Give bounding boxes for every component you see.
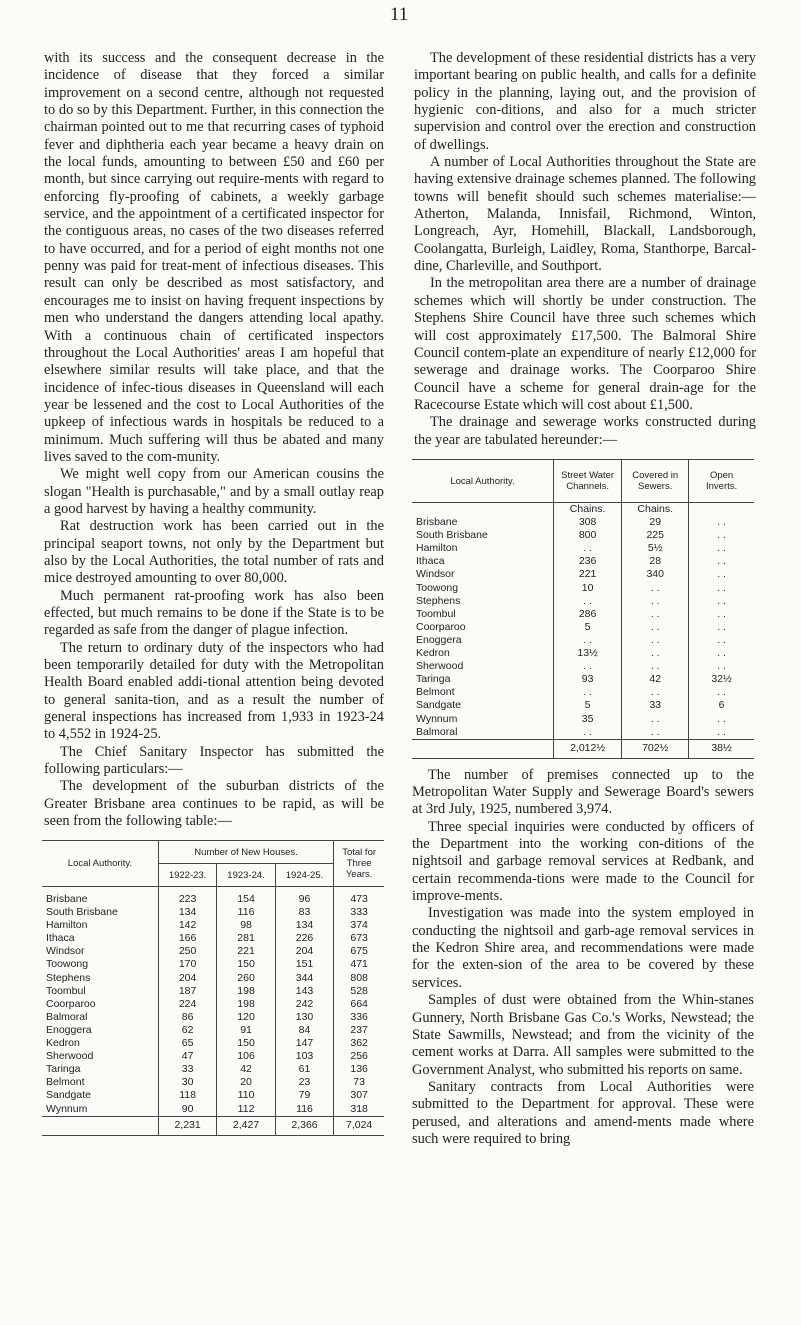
table-cell: 42	[217, 1063, 275, 1076]
table-cell: 79	[275, 1089, 333, 1102]
authority-name: Sherwood	[416, 660, 464, 673]
table-cell: 225	[622, 529, 689, 542]
header-new-houses: Number of New Houses.	[158, 841, 333, 864]
paragraph: The return to ordinary duty of the inspectors who had been temporarily detailed for duty with the Metropolitan Health Board enabled addi-tional attention being devoted to general sanita-tion, and as a result the number of general inspections has increased from 1,933 in 1923-24 to 4,552 in 1924-25.	[44, 639, 384, 743]
paragraph: Three special inquiries were conducted by officers of the Department into the working con-ditions of the nightsoil and garbage removal services at Redbank, and certain recommenda-tions were made to the Council for improve-ments.	[412, 818, 754, 905]
table-cell: 62	[158, 1024, 216, 1037]
table-cell: 73	[334, 1076, 384, 1089]
authority-name: Hamilton	[46, 919, 88, 932]
table-cell: 29	[622, 516, 689, 529]
table-row	[42, 906, 384, 919]
authority-name: Toombul	[46, 984, 86, 997]
table-row	[42, 1103, 384, 1117]
table-cell: . .	[689, 660, 754, 673]
table-row	[412, 529, 754, 542]
table-cell: . .	[689, 686, 754, 699]
table-cell: . .	[622, 582, 689, 595]
table-cell: . .	[689, 608, 754, 621]
table-row	[42, 1050, 384, 1063]
authority-name: Enoggera	[46, 1023, 92, 1036]
table-row	[412, 713, 754, 726]
table-cell: 151	[275, 958, 333, 971]
table-cell: 198	[217, 985, 275, 998]
authority-name: Belmont	[416, 686, 455, 699]
total-open-inverts: 38½	[689, 739, 754, 758]
table-cell: 675	[334, 945, 384, 958]
table-cell: 120	[217, 1011, 275, 1024]
table-cell: 256	[334, 1050, 384, 1063]
table-cell: 20	[217, 1076, 275, 1089]
table-row	[42, 998, 384, 1011]
table-row	[412, 582, 754, 595]
unit-label: Chains.	[622, 503, 689, 517]
table-cell: 35	[553, 713, 621, 726]
authority-name: Ithaca	[46, 932, 75, 945]
paragraph: Sanitary contracts from Local Authorities were submitted to the Department for approval. These were perused, and alterations and amend-ments made where such were required to bring	[412, 1078, 754, 1147]
table-cell: 286	[553, 608, 621, 621]
table-cell: . .	[689, 647, 754, 660]
header-open-inverts: Open Inverts.	[689, 460, 754, 503]
table-row	[412, 516, 754, 529]
table-cell: 84	[275, 1024, 333, 1037]
unit-label: Chains.	[553, 503, 621, 517]
table-cell: 90	[158, 1103, 216, 1117]
authority-name: Coorparoo	[46, 997, 96, 1010]
table-row	[42, 932, 384, 945]
table-cell: 103	[275, 1050, 333, 1063]
drainage-table	[412, 459, 754, 759]
table-row	[42, 1024, 384, 1037]
table-cell: 471	[334, 958, 384, 971]
table-cell: 237	[334, 1024, 384, 1037]
table-cell: 13½	[553, 647, 621, 660]
table-row	[42, 1089, 384, 1102]
table-row	[412, 647, 754, 660]
authority-name: Stephens	[46, 971, 91, 984]
authority-name: Balmoral	[46, 1010, 88, 1023]
table-cell: 187	[158, 985, 216, 998]
table-cell: 134	[158, 906, 216, 919]
table-cell: 23	[275, 1076, 333, 1089]
table-cell: . .	[622, 647, 689, 660]
paragraph: We might well copy from our American cousins the slogan "Health is purchasable," and by a small outlay reap a good harvest by having a healthy community.	[44, 466, 384, 517]
authority-name: Windsor	[416, 568, 455, 581]
table-cell: 106	[217, 1050, 275, 1063]
houses-table-wrapper	[42, 840, 384, 1136]
table-row	[42, 893, 384, 906]
table-cell: 333	[334, 906, 384, 919]
table-cell: . .	[689, 542, 754, 555]
table-cell: 61	[275, 1063, 333, 1076]
table-cell: . .	[689, 516, 754, 529]
table-cell: 800	[553, 529, 621, 542]
paragraph: The drainage and sewerage works constructed during the year are tabulated hereunder:—	[414, 414, 756, 448]
total-1924-25: 2,366	[275, 1116, 333, 1135]
authority-name: Coorparoo	[416, 620, 466, 633]
table-cell: . .	[553, 634, 621, 647]
table-cell: 808	[334, 972, 384, 985]
table-cell: 83	[275, 906, 333, 919]
authority-name: Wynnum	[46, 1102, 88, 1115]
table-cell: 473	[334, 893, 384, 906]
authority-name: Sandgate	[46, 1089, 91, 1102]
table-cell: 226	[275, 932, 333, 945]
table-row	[412, 686, 754, 699]
page-number: 11	[390, 4, 409, 25]
authority-name: South Brisbane	[416, 529, 488, 542]
table-cell: 198	[217, 998, 275, 1011]
table-cell: 5½	[622, 542, 689, 555]
table-cell: 96	[275, 893, 333, 906]
authority-name: Brisbane	[46, 893, 88, 905]
paragraph: Rat destruction work has been carried out in the principal seaport towns, not only by the Department but also by the Local Authorities, the total number of rats and mice destroyed amounting to over 80,000.	[44, 518, 384, 587]
table-cell: 143	[275, 985, 333, 998]
table-row	[42, 919, 384, 932]
table-cell: 134	[275, 919, 333, 932]
table-cell: 116	[217, 906, 275, 919]
grand-total: 7,024	[334, 1116, 384, 1135]
authority-name: Sherwood	[46, 1050, 94, 1063]
table-cell: 664	[334, 998, 384, 1011]
table-row	[42, 958, 384, 971]
table-cell: 33	[622, 699, 689, 712]
table-cell: 150	[217, 1037, 275, 1050]
table-cell: 308	[553, 516, 621, 529]
table-cell: 47	[158, 1050, 216, 1063]
table-row	[412, 568, 754, 581]
table-cell: 32½	[689, 673, 754, 686]
table-cell: 118	[158, 1089, 216, 1102]
table-cell: . .	[622, 686, 689, 699]
total-covered-sewers: 702½	[622, 739, 689, 758]
table-row	[42, 1063, 384, 1076]
table-cell: . .	[622, 621, 689, 634]
table-cell: 336	[334, 1011, 384, 1024]
table-cell: 116	[275, 1103, 333, 1117]
table-cell: 65	[158, 1037, 216, 1050]
table-cell: . .	[553, 726, 621, 740]
table-row	[412, 542, 754, 555]
left-column	[44, 50, 384, 830]
table-cell: 28	[622, 555, 689, 568]
header-year: 1922-23.	[158, 864, 216, 887]
table-cell: . .	[689, 713, 754, 726]
paragraph: Much permanent rat-proofing work has also been effected, but much remains to be done if the State is to be regarded as safe from the danger of plague infection.	[44, 587, 384, 639]
table-cell: 221	[553, 568, 621, 581]
table-row	[412, 673, 754, 686]
table-cell: 6	[689, 699, 754, 712]
table-row	[412, 595, 754, 608]
authority-name: Windsor	[46, 945, 85, 958]
header-covered-sewers: Covered in Sewers.	[622, 460, 689, 503]
authority-name: Kedron	[416, 647, 450, 660]
table-cell: . .	[553, 595, 621, 608]
table-cell: 166	[158, 932, 216, 945]
table-row	[412, 555, 754, 568]
authority-name: Wynnum	[416, 712, 458, 725]
table-cell: 110	[217, 1089, 275, 1102]
table-cell: . .	[689, 621, 754, 634]
table-cell: 374	[334, 919, 384, 932]
table-cell: 344	[275, 972, 333, 985]
table-cell: . .	[553, 686, 621, 699]
table-row	[42, 1076, 384, 1089]
table-cell: 362	[334, 1037, 384, 1050]
authority-name: Brisbane	[416, 516, 458, 529]
table-row	[412, 621, 754, 634]
table-cell: 528	[334, 985, 384, 998]
authority-name: Kedron	[46, 1037, 80, 1050]
header-total: Total for Three Years.	[334, 841, 384, 887]
paragraph: with its success and the consequent decrease in the incidence of disease that they forced a similar improvement on a second centre, although not requested to do so by this Department. Further, in this connection the chairman pointed out to me that recurring cases of typhoid fever and diphtheria each year became a heavy drain on the local funds, amounting to between £50 and £60 per month, but since carrying out require-ments with regard to enforcing fly-proofing of cabinets, a weekly garbage service, and the appointment of a certificated inspector for the contiguous areas, no cases of the two diseases referred to have occurred, and for a period of eight months not one penny was paid for treat-ment of infectious diseases. This result can only be described as most satisfactory, and encourages me to insist on having frequent inspections by men who understand the dangers attending local apathy. With a continuous chain of certificated inspectors throughout the Local Authorities' areas I am hopeful that elsewhere similar results will take place, and that the incidence of infec-tious diseases in Queensland will each year be lessened and the cost to Local Authorities of the upkeep of infectious wards in hospitals be reduced to a minimum. Much suffering will thus be abated and many lives saved to the com-munity.	[44, 50, 384, 465]
right-column-continued	[412, 767, 754, 1149]
table-row	[412, 608, 754, 621]
table-cell: 223	[158, 893, 216, 906]
table-cell: 10	[553, 582, 621, 595]
table-cell: 98	[217, 919, 275, 932]
authority-name: Sandgate	[416, 699, 461, 712]
authority-name: Balmoral	[416, 725, 458, 738]
right-column	[414, 50, 756, 449]
table-cell: 281	[217, 932, 275, 945]
authority-name: Ithaca	[416, 555, 445, 568]
header-street-channels: Street Water Channels.	[553, 460, 621, 503]
table-cell: 86	[158, 1011, 216, 1024]
table-cell: 33	[158, 1063, 216, 1076]
header-local-authority: Local Authority.	[67, 858, 133, 869]
table-cell: . .	[622, 608, 689, 621]
table-cell: . .	[622, 713, 689, 726]
authority-name: Stephens	[416, 594, 461, 607]
table-row	[412, 634, 754, 647]
paragraph: The number of premises connected up to the Metropolitan Water Supply and Sewerage Board's sewers at 3rd July, 1925, numbered 3,974.	[412, 766, 754, 818]
authority-name: Toowong	[416, 581, 459, 594]
paragraph: The development of these residential districts has a very important bearing on public health, and calls for a definite policy in the planning, laying out, and the provision of hygienic con-ditions, and also for a much stricter supervision and control over the erection and construction of dwellings.	[414, 50, 756, 153]
table-cell: 147	[275, 1037, 333, 1050]
table-row	[412, 660, 754, 673]
table-cell: 224	[158, 998, 216, 1011]
table-cell: 42	[622, 673, 689, 686]
table-row	[42, 972, 384, 985]
table-cell: . .	[689, 634, 754, 647]
table-cell: . .	[689, 568, 754, 581]
total-1922-23: 2,231	[158, 1116, 216, 1135]
authority-name: Toowong	[46, 958, 89, 971]
houses-table	[42, 840, 384, 1136]
paragraph: A number of Local Authorities throughout the State are having extensive drainage schemes planned. The following towns will benefit should such schemes materialise:—Atherton, Malanda, Innisfail, Richmond, Winton, Longreach, Ayr, Homehill, Blackall, Landsborough, Coolangatta, Burleigh, Laidley, Roma, Stanthorpe, Barcal-dine, Charleville, and Southport.	[414, 154, 756, 275]
table-cell: 112	[217, 1103, 275, 1117]
table-cell: 236	[553, 555, 621, 568]
table-cell: 318	[334, 1103, 384, 1117]
table-cell: 307	[334, 1089, 384, 1102]
table-cell: . .	[622, 726, 689, 740]
table-cell: 204	[275, 945, 333, 958]
table-cell: 5	[553, 699, 621, 712]
table-cell: 142	[158, 919, 216, 932]
table-cell: 260	[217, 972, 275, 985]
table-row	[42, 1037, 384, 1050]
authority-name: Taringa	[416, 673, 451, 686]
table-cell: . .	[689, 726, 754, 740]
header-year: 1923-24.	[217, 864, 275, 887]
paragraph: The development of the suburban districts of the Greater Brisbane area continues to be rapid, as will be seen from the following table:—	[44, 778, 384, 830]
table-cell: . .	[553, 660, 621, 673]
table-cell: . .	[622, 634, 689, 647]
table-cell: 150	[217, 958, 275, 971]
total-1923-24: 2,427	[217, 1116, 275, 1135]
table-cell: . .	[689, 595, 754, 608]
paragraph: Investigation was made into the system employed in conducting the nightsoil and garb-age removal services in the Kedron Shire area, and recommendations were made for the exten-sion of the area to be covered by these services.	[412, 905, 754, 991]
table-row	[42, 945, 384, 958]
table-row	[412, 726, 754, 740]
table-cell: 250	[158, 945, 216, 958]
authority-name: South Brisbane	[46, 906, 118, 919]
table-cell: . .	[553, 542, 621, 555]
table-cell: 242	[275, 998, 333, 1011]
table-cell: 204	[158, 972, 216, 985]
total-street-channels: 2,012½	[553, 739, 621, 758]
table-cell: 221	[217, 945, 275, 958]
table-cell: 340	[622, 568, 689, 581]
table-cell: . .	[689, 555, 754, 568]
authority-name: Belmont	[46, 1076, 85, 1089]
table-cell: 91	[217, 1024, 275, 1037]
authority-name: Toombul	[416, 607, 456, 620]
table-cell: 93	[553, 673, 621, 686]
paragraph: Samples of dust were obtained from the Whin-stanes Gunnery, North Brisbane Gas Co.'s Works, Newstead; the State Sawmills, Newstead; and from the vicinity of the cement works at Darra. All samples were submitted to the Government Analyst, who submitted his reports on same.	[412, 992, 754, 1078]
authority-name: Taringa	[46, 1063, 81, 1076]
authority-name: Hamilton	[416, 542, 458, 555]
table-cell: 130	[275, 1011, 333, 1024]
table-cell: 154	[217, 893, 275, 906]
table-cell: . .	[689, 529, 754, 542]
header-year: 1924-25.	[275, 864, 333, 887]
table-row	[42, 1011, 384, 1024]
table-row	[42, 985, 384, 998]
header-local-authority: Local Authority.	[450, 475, 515, 487]
table-cell: . .	[622, 660, 689, 673]
paragraph: The Chief Sanitary Inspector has submitted the following particulars:—	[44, 743, 384, 778]
table-cell: 5	[553, 621, 621, 634]
drainage-table-wrapper	[412, 459, 754, 1148]
table-cell: 673	[334, 932, 384, 945]
table-row	[412, 699, 754, 712]
table-cell: 170	[158, 958, 216, 971]
table-cell: 30	[158, 1076, 216, 1089]
authority-name: Enoggera	[416, 633, 462, 646]
table-cell: . .	[622, 595, 689, 608]
paragraph: In the metropolitan area there are a number of drainage schemes which will shortly be under construction. The Stephens Shire Council have three such schemes which will cost approximately £17,500. The Balmoral Shire Council contem-plate an expenditure of nearly £12,000 for sewerage and drainage works. The Coorparoo Shire Council have a scheme for general drain-age for the Racecourse Estate which will cost about £1,500.	[414, 275, 756, 413]
table-cell: . .	[689, 582, 754, 595]
table-cell: 136	[334, 1063, 384, 1076]
